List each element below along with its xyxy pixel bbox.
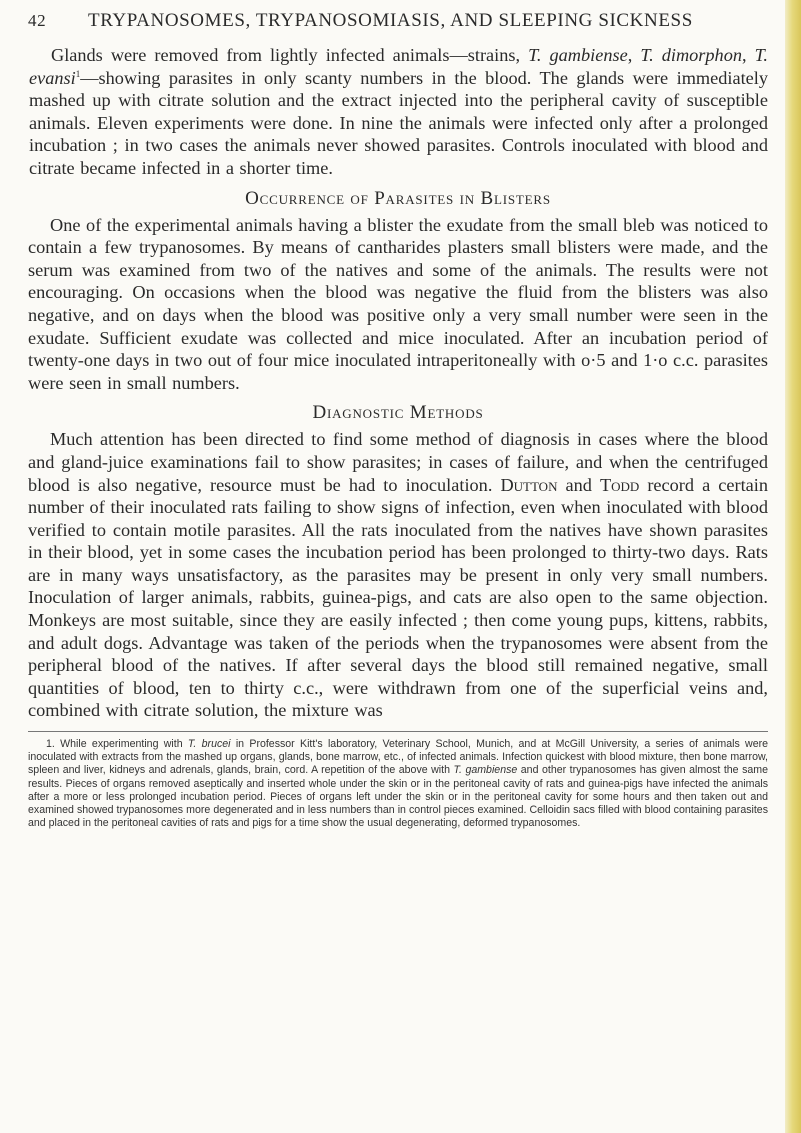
para-text: , — [627, 45, 641, 65]
page-content — [28, 10, 768, 830]
para-text: Glands were removed from lightly infected animals—strains, — [51, 45, 529, 65]
footnote — [28, 738, 768, 830]
author-name: Todd — [599, 474, 640, 495]
page-header — [28, 10, 768, 32]
paragraph-diagnostic — [28, 428, 768, 722]
page-number: 42 — [28, 11, 47, 30]
page-edge — [785, 0, 801, 1133]
footnote-divider — [28, 731, 768, 732]
footnote-reference[interactable]: 1 — [75, 68, 81, 79]
section-heading-blisters: Occurrence of Parasites in Blisters — [245, 187, 551, 209]
species-name: T. gambiense — [528, 45, 628, 65]
footnote-text: and other trypanosomes has given almost the same results. Pieces of organs removed aseptically and inserted whole under the skin or in the peritoneal cavity of rats and guinea-pigs have infected the animals after a more or less prolonged incubation period. Pieces of organs left under the skin or in the peritoneal cavity for some hours and then taken out and examined showed trypanosomes more degenerated and in less numbers than in control pieces examined. Celloidin sacs filled with blood containing parasites and placed in the peritoneal cavities of rats and pigs for a time show the usual degenerating, deformed trypanosomes. — [28, 764, 768, 830]
author-name: Dutton — [500, 474, 558, 495]
para-text: , — [741, 45, 755, 65]
paragraph-blisters: One of the experimental animals having a blister the exudate from the small bleb was noticed to contain a few trypanosomes. By means of cantharides plasters small blisters were made, and the serum was examined from two of the natives and some of the animals. The results were not encouraging. On occasions when the blood was negative the fluid from the blisters was also negative, and on days when the blood was positive only a very small number were seen in the exudate. Sufficient exudate was collected and mice inoculated. After an incubation period of twenty-one days in two out of four mice inoculated intraperitoneally with o·5 and 1·o c.c. parasites were seen in small numbers. — [28, 214, 768, 393]
footnote-text: 1. While experimenting with — [46, 738, 188, 751]
para-text: —showing parasites in only scanty numbers in the blood. The glands were immediately mashed up with citrate solution and the extract injected into the peripheral cavity of susceptible animals. Eleven experiments were done. In nine the animals were infected only after a prolonged incubation ; in two cases the animals never showed parasites. Controls inoculated with blood and citrate became infected in a shorter time. — [29, 67, 768, 178]
running-title: TRYPANOSOMES, TRYPANOSOMIASIS, AND SLEEPING SICKNESS — [88, 10, 693, 31]
footnote-text: in Professor Kitt's laboratory, Veterinary School, Munich, and at McGill University, a series of animals were inoculated with extracts from the mashed up organs, glands, bone marrow, etc., of infected animals. Infection quickest with blood mixture, then bone marrow, spleen and liver, kidneys and adrenals, glands, brain, cord. A repetition of the above with — [28, 738, 769, 777]
section-heading-diagnostic: Diagnostic Methods — [312, 402, 484, 424]
paragraph-glands — [29, 44, 768, 180]
species-name: T. gambiense — [453, 764, 518, 777]
para-text: Much attention has been directed to find some method of diagnosis in cases where the blood and gland-juice examinations fail to show parasites; in cases of failure, and when the centrifuged blood is also negative, resource must be had to inoculation. — [28, 429, 768, 495]
species-name: T. dimorphon — [640, 45, 742, 65]
species-name: T. evansi — [29, 45, 768, 88]
para-text: record a certain number of their inoculated rats failing to show signs of infection, even when inoculated with blood verified to contain motile parasites. All the rats inoculated from the natives have shown parasites in their blood, yet in some cases the incubation period has been prolonged to thirty-two days. Rats are in many ways unsatisfactory, as the parasites may be present in only very small numbers. Inoculation of larger animals, rabbits, guinea-pigs, and cats are also open to the same objection. Monkeys are most suitable, since they are easily infected ; then come young pups, kittens, rabbits, and adult dogs. Advantage was taken of the periods when the trypanosomes were absent from the peripheral blood of the natives. If after several days the blood still remained negative, small quantities of blood, ten to thirty c.c., were withdrawn from one of the superficial veins and, combined with citrate solution, the mixture was — [28, 474, 768, 721]
species-name: T. brucei — [187, 738, 231, 751]
para-text: and — [557, 474, 600, 495]
